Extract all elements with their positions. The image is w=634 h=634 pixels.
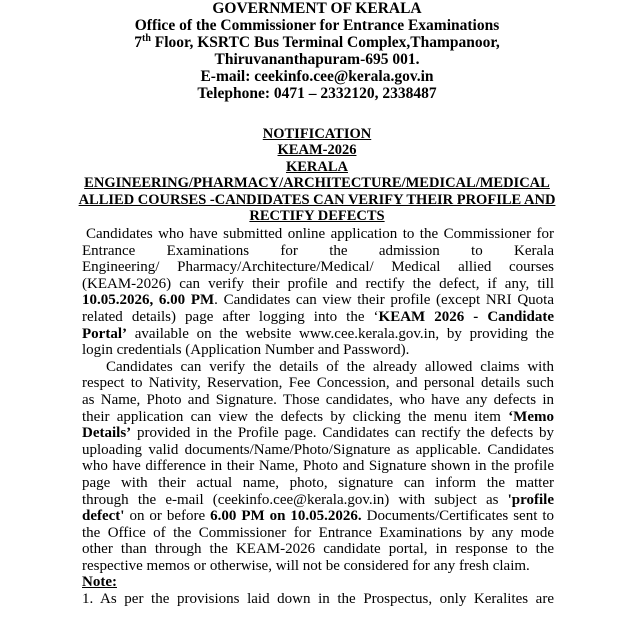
text-segment: related details) page after logging into the ‘: [82, 308, 379, 325]
text-line: Engineering/ Pharmacy/Architecture/Medical/ Medical allied courses: [82, 259, 554, 276]
paragraph-2: [82, 359, 554, 575]
letterhead: [0, 0, 634, 102]
text-line: as Name, Photo and Signature. Those candidates, who have any defects in: [82, 391, 554, 408]
portal-name-end: Portal’: [82, 325, 127, 342]
text-line: uploading valid documents/Name/Photo/Signature as applicable. Candidates: [82, 441, 554, 458]
text-line: [82, 508, 554, 525]
notification-subject-end: RECTIFY DEFECTS: [249, 208, 385, 225]
text-line: [82, 492, 554, 509]
text-line: [82, 292, 554, 309]
text-segment: available on the website www.cee.kerala.gov.in, by providing the: [126, 325, 554, 342]
government-title: GOVERNMENT OF KERALA: [212, 0, 422, 17]
text-line: [82, 309, 554, 326]
text-line: (KEAM-2026) can verify their profile and rectify the defect, if any, till: [82, 275, 554, 292]
text-segment: provided in the Profile page. Candidates can rectify the defects by: [131, 425, 554, 442]
floor-suffix: th: [141, 32, 151, 44]
notification-exam: KEAM-2026: [277, 142, 357, 159]
memo-details-label-end: Details’: [82, 425, 132, 442]
text-segment: their application can view the defects by clicking the menu item: [82, 408, 509, 425]
note-heading: Note:: [82, 574, 117, 591]
memo-details-label: ‘Memo: [508, 408, 554, 425]
notification-state: KERALA: [285, 158, 349, 175]
text-line: who have difference in their Name, Photo and Signature shown in the profile: [82, 458, 554, 475]
office-address-line: [0, 34, 634, 51]
email-subject: 'profile: [507, 491, 554, 508]
notification-subject: ALLIED COURSES -CANDIDATES CAN VERIFY THEIR PROFILE AND: [78, 191, 556, 208]
text-line: Entrance Examinations for the admission to Kerala: [82, 242, 554, 259]
office-city: Thiruvananthapuram-695 001.: [214, 51, 420, 68]
text-segment: . Candidates can view their profile (except NRI Quota: [214, 292, 554, 309]
text-line: other than through the KEAM-2026 candidate portal, in response to the: [82, 541, 554, 558]
portal-name: KEAM 2026 - Candidate: [378, 308, 554, 325]
text-line: page with their actual name, photo, signature can inform the matter: [82, 474, 554, 491]
text-line: login credentials (Application Number and Password).: [82, 342, 410, 359]
email-subject-end: defect': [82, 508, 125, 525]
text-line: Candidates can verify the details of the already allowed claims with: [106, 358, 554, 375]
email-deadline: 6.00 PM on 10.05.2026.: [210, 508, 362, 525]
note-list: [82, 591, 554, 608]
note-item: 1. As per the provisions laid down in the Prospectus, only Keralites are: [82, 591, 554, 608]
text-line: [82, 409, 554, 426]
text-segment: Documents/Certificates sent to: [361, 508, 554, 525]
text-line: respect to Nativity, Reservation, Fee Concession, and personal details such: [82, 375, 554, 392]
text-line: Candidates who have submitted online application to the Commissioner for: [86, 226, 554, 242]
text-line: the Office of the Commissioner for Entrance Examinations by any mode: [82, 524, 554, 541]
deadline-text: 10.05.2026, 6.00 PM: [82, 292, 215, 309]
notification-courses: ENGINEERING/PHARMACY/ARCHITECTURE/MEDICAL/MEDICAL: [84, 175, 550, 192]
floor-number: 7: [134, 34, 142, 51]
notification-heading: [0, 126, 634, 224]
text-line: [82, 425, 554, 442]
text-line: respective memos or otherwise, will not be considered for any fresh claim.: [82, 557, 530, 574]
office-email: E-mail: ceekinfo.cee@kerala.gov.in: [200, 68, 434, 85]
text-segment: through the e-mail (ceekinfo.cee@kerala.gov.in) with subject as: [82, 491, 508, 508]
notification-body: [82, 226, 554, 608]
office-name: Office of the Commissioner for Entrance Examinations: [134, 17, 500, 34]
notification-title: NOTIFICATION: [262, 126, 372, 142]
paragraph-1: [82, 226, 554, 359]
text-segment: on or before: [124, 508, 211, 525]
address-rest: Floor, KSRTC Bus Terminal Complex,Thampanoor,: [150, 34, 500, 51]
text-line: [82, 326, 554, 343]
office-phone: Telephone: 0471 – 2332120, 2338487: [197, 85, 437, 102]
